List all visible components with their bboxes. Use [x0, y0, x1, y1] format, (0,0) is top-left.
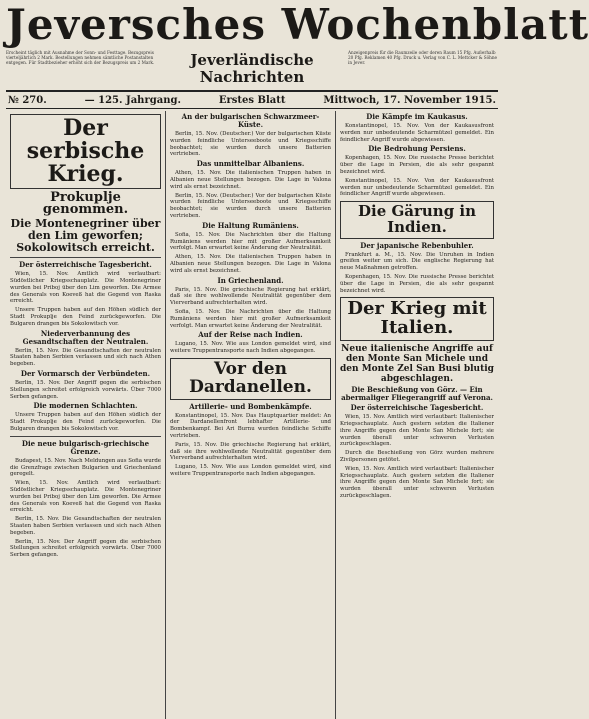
subtitle-line-1: Jeverländische	[190, 51, 314, 69]
article-text: Budapest, 15. Nov. Nach Meldungen aus Sofia wurde die Grenzfrage zwischen Bulgarien und Griechenland geregelt.	[10, 457, 161, 478]
heading-india-journey: Auf der Reise nach Indien.	[198, 330, 303, 340]
article-text: Konstantinopel, 15. Nov. Das Hauptquartier meldet: An der Dardanellenfront lebhafter Artillerie- und Bombenkampf. Bei Ari Burnu wurden feindliche Schiffe vertrieben.	[170, 412, 331, 439]
volume-year: — 125. Jahrgang.	[84, 94, 181, 106]
heading-goerz: Die Beschießung von Görz. — Ein abermaliger Fliegerangriff auf Verona.	[341, 385, 493, 403]
article-text: Berlin, 15. Nov. Der Angriff gegen die serbischen Stellungen schreitet erfolgreich vorwärts. Über 7000 Serben gefangen.	[10, 380, 161, 400]
column-1	[6, 111, 166, 719]
dateline	[6, 90, 498, 109]
article-text: Unsere Truppen haben auf den Höhen südlich der Stadt Prokuplje den Feind zurückgeworfen. Die Bulgaren drangen bis Sokolowitsch vor.	[10, 412, 161, 433]
article-text: Lugano, 15. Nov. Wie aus London gemeldet wird, sind weitere Truppentransporte nach Indien abgegangen.	[170, 464, 331, 477]
subtitle	[156, 50, 348, 88]
section-embassies: Niederverbannung des Gesandtschaften der Neutralen.	[22, 328, 149, 346]
heading-japanese-rival: Der japanische Rebenbuhler.	[360, 240, 474, 250]
article-text: Lugano, 15. Nov. Wie aus London gemeldet wird, sind weitere Truppentransporte nach Indien abgegangen.	[170, 341, 331, 355]
sheet-label: Erstes Blatt	[218, 94, 286, 106]
article-text: Berlin, 15. Nov. (Deutscher.) Vor der bulgarischen Küste wurden feindliche Unterseeboote und Kriegsschiffe beobachtet; sie wurden durch unsere Batterien vertrieben.	[170, 131, 331, 158]
heading-caucasus: Die Kämpfe im Kaukasus.	[366, 112, 468, 121]
heading-greece: In Griechenland.	[217, 275, 284, 285]
section-battles: Die modernen Schlachten.	[33, 401, 138, 411]
article-text: Unsere Truppen haben auf den Höhen südlich der Stadt Prokuplje den Feind zurückgeworfen. Die Bulgaren drangen bis Sokolowitsch vor.	[10, 307, 161, 327]
issue-number: № 270.	[8, 94, 47, 106]
article-text: Sofia, 15. Nov. Die Nachrichten über die Haltung Rumäniens werden hier mit großer Aufmerksamkeit verfolgt. Man erwartet keine Änderung der Neutralität.	[170, 308, 331, 329]
heading-artillery: Artillerie- und Bombenkämpfe.	[189, 401, 312, 411]
article-text: Athen, 15. Nov. Die italienischen Truppen haben in Albanien neue Stellungen bezogen. Die Lage in Valona wird als ernst bezeichnet.	[170, 254, 331, 274]
article-text: Berlin, 15. Nov. Die Gesandtschaften der neutralen Staaten haben Serbien verlassen und sich nach Athen begeben.	[10, 516, 161, 536]
headline-italy: Der Krieg mit Italien.	[340, 297, 494, 341]
issue-date: Mittwoch, 17. November 1915.	[323, 94, 496, 106]
heading-albania: Das unmittelbar Albaniens.	[196, 159, 305, 169]
article-text: Wien, 15. Nov. Amtlich wird verlautbart: Italienischer Kriegsschauplatz. Auch gestern setzten die Italiener ihre Angriffe gegen den Monte San Michele fort; sie wurden überall unter schweren Verlusten zurückgeschlagen.	[340, 414, 494, 448]
article-text: Durch die Beschießung von Görz wurden mehrere Zivilpersonen getötet.	[340, 450, 494, 464]
article-text: Kopenhagen, 15. Nov. Die russische Presse berichtet über die Lage in Persien, die als sehr gespannt bezeichnet wird.	[340, 274, 494, 294]
article-text: Paris, 15. Nov. Die griechische Regierung hat erklärt, daß sie ihre wohlwollende Neutralität gegenüber dem Vierverband aufrechterhalten wird.	[170, 286, 331, 307]
column-2	[166, 111, 336, 719]
article-text: Wien, 15. Nov. Amtlich wird verlautbart: Südöstlicher Kriegsschauplatz. Die Montenegriner wurden bei Priboj über den Lim geworfen. Die Armee des Generals von Koeveß hat die Gegend von Raska erreicht.	[10, 271, 161, 305]
masthead-subhead	[6, 50, 498, 88]
heading-black-sea: An der bulgarischen Schwarzmeer-Küste.	[181, 112, 320, 129]
divider	[10, 257, 161, 258]
headline-serbian-war: Der serbische Krieg.	[10, 114, 161, 189]
headline-india: Die Gärung in Indien.	[340, 201, 494, 239]
article-text: Wien, 15. Nov. Amtlich wird verlautbart: Italienischer Kriegsschauplatz. Auch gestern setzten die Italiener ihre Angriffe gegen den Monte San Michele fort; sie wurden überall unter schweren Verlusten zurückgeschlagen.	[340, 465, 494, 499]
heading-persia: Die Bedrohung Persiens.	[368, 144, 466, 154]
section-advance: Der Vormarsch der Verbündeten.	[20, 369, 151, 379]
advertising-info: Anzeigenpreis für die Raumzeile oder deren Raum 15 Pfg. Außerhalb 20 Pfg. Reklamen 40 Pfg. Druck u. Verlag von C. L. Mettcker & Söhne in Jever.	[348, 50, 498, 66]
article-text: Berlin, 15. Nov. Der Angriff gegen die serbischen Stellungen schreitet erfolgreich vorwärts. Über 7000 Serben gefangen.	[10, 538, 161, 559]
article-text: Konstantinopel, 15. Nov. Von der Kaukasusfront werden nur unbedeutende Scharmützel gemeldet. Ein feindlicher Angriff wurde abgewiesen.	[340, 123, 494, 143]
section-austrian-report: Der österreichische Tagesbericht.	[19, 260, 152, 270]
subtitle-line-2: Nachrichten	[199, 68, 305, 86]
section-austrian-report: Der österreichische Tagesbericht.	[350, 403, 484, 413]
headline-dardanelles: Vor den Dardanellen.	[170, 358, 331, 400]
subscription-info: Erscheint täglich mit Ausnahme der Sonn- und Festtage. Bezugspreis vierteljährlich 2 Mark. Bestellungen nehmen sämtliche Postanstalten entgegen. Für Stadtbezieher erhöht sich der Bezugspreis um 2 Mark.	[6, 50, 155, 66]
divider	[10, 436, 161, 437]
article-text: Konstantinopel, 15. Nov. Von der Kaukasusfront werden nur unbedeutende Scharmützel gemeldet. Ein feindlicher Angriff wurde abgewiesen.	[340, 177, 494, 198]
article-text: Berlin, 15. Nov. Die Gesandtschaften der neutralen Staaten haben Serbien verlassen und sich nach Athen begeben.	[10, 347, 161, 368]
article-text: Sofia, 15. Nov. Die Nachrichten über die Haltung Rumäniens werden hier mit großer Aufmerksamkeit verfolgt. Man erwartet keine Änderung der Neutralität.	[170, 231, 331, 252]
article-text: Athen, 15. Nov. Die italienischen Truppen haben in Albanien neue Stellungen bezogen. Die Lage in Valona wird als ernst bezeichnet.	[170, 170, 331, 190]
columns	[6, 111, 498, 719]
article-text: Wien, 15. Nov. Amtlich wird verlautbart: Südöstlicher Kriegsschauplatz. Die Montenegriner wurden bei Priboj über den Lim geworfen. Die Armee des Generals von Koeveß hat die Gegend von Raska erreicht.	[10, 480, 161, 514]
lead-italy: Neue italienische Angriffe auf den Monte San Michele und den Monte Zel San Busi blutig abgeschlagen.	[340, 344, 494, 385]
subhead-prokuplje: Prokuplje genommen.	[42, 190, 129, 218]
article-text: Frankfurt a. M., 15. Nov. Die Unruhen in Indien greifen weiter um sich. Die englische Regierung hat neue Maßnahmen getroffen.	[340, 251, 494, 272]
lead-montenegro: Die Montenegriner über den Lim geworfen; Sokolowitsch erreicht.	[10, 217, 161, 255]
article-text: Kopenhagen, 15. Nov. Die russische Presse berichtet über die Lage in Persien, die als sehr gespannt bezeichnet wird.	[340, 155, 494, 175]
column-3	[336, 111, 498, 719]
masthead: Jeversches Wochenblatt	[6, 0, 589, 49]
section-border: Die neue bulgarisch-griechische Grenze.	[21, 438, 150, 456]
article-text: Paris, 15. Nov. Die griechische Regierung hat erklärt, daß sie ihre wohlwollende Neutralität gegenüber dem Vierverband aufrechterhalten wird.	[170, 441, 331, 462]
article-text: Berlin, 15. Nov. (Deutscher.) Vor der bulgarischen Küste wurden feindliche Unterseeboote und Kriegsschiffe beobachtet; sie wurden durch unsere Batterien vertrieben.	[170, 192, 331, 219]
heading-romania: Die Haltung Rumäniens.	[202, 220, 299, 230]
